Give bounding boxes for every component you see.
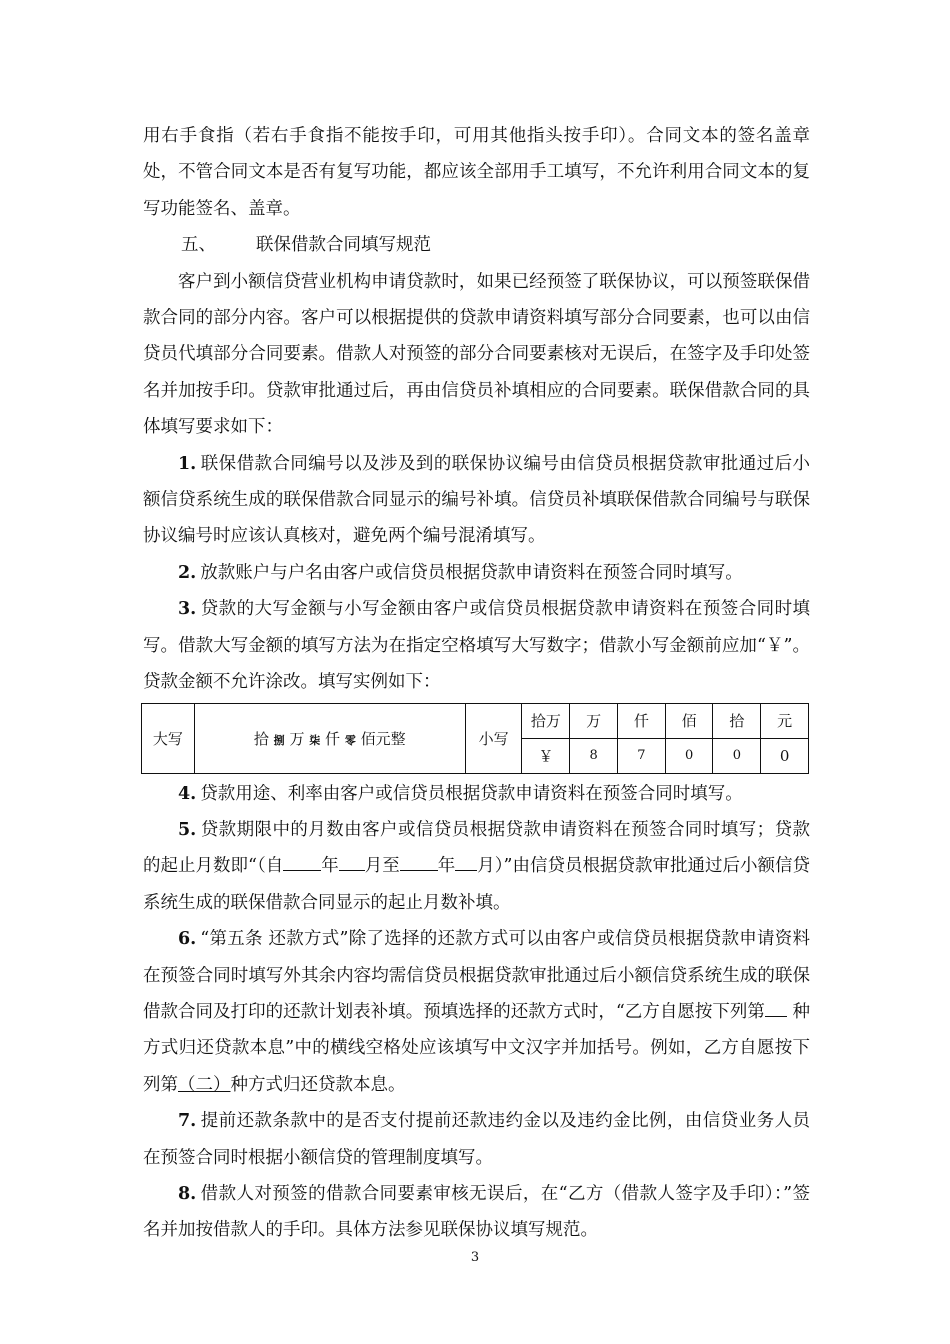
item-text: 贷款期限中的月数由客户或信贷员根据贷款申请资料在预签合同时填写；贷款的起止月数即“（自 — [143, 819, 810, 877]
daxie-amount — [194, 703, 465, 773]
paragraph-intro: 用右手食指（若右手食指不能按手印，可用其他指头按手印）。合同文本的签名盖章处，不管合同文本是否有复写功能，都应该全部用手工填写，不允许利用合同文本的复写功能签名、盖章。 — [143, 126, 810, 219]
item-1 — [143, 446, 810, 555]
digit-cell: 7 — [617, 738, 665, 773]
item-text: 提前还款条款中的是否支付提前还款违约金以及违约金比例，由信贷业务人员在预签合同时根据小额信贷的管理制度填写。 — [143, 1111, 810, 1168]
item-3 — [143, 591, 810, 700]
daxie-part: 万 — [289, 729, 305, 748]
blank-line — [283, 852, 321, 871]
item-number: 4. — [178, 783, 197, 804]
item-7 — [143, 1103, 810, 1176]
item-text: 贷款用途、利率由客户或信贷员根据贷款申请资料在预签合同时填写。 — [200, 783, 743, 804]
item-5 — [143, 812, 810, 921]
unit-cell: 万 — [570, 703, 618, 738]
item-4 — [143, 776, 810, 812]
section-title: 联保借款合同填写规范 — [256, 235, 431, 256]
item-6 — [143, 921, 810, 1103]
blank-line — [765, 998, 787, 1017]
daxie-label: 大写 — [142, 703, 195, 773]
item-text: “第五条 还款方式”除了选择的还款方式可以由客户或信贷员根据贷款申请资料在预签合同时填写外其余内容均需信贷员根据贷款审批通过后小额信贷系统生成的联保借款合同及打印的还款计划表补填。预填选择的还款方式时，“乙方自愿按下列第 — [143, 929, 810, 1022]
section-number: 五、 — [181, 235, 216, 256]
item-number: 2. — [178, 562, 197, 583]
item-number: 3. — [178, 599, 197, 620]
unit-cell: 元 — [761, 703, 809, 738]
item-text: 联保借款合同编号以及涉及到的联保协议编号由信贷员根据贷款审批通过后小额信贷系统生成的联保借款合同显示的编号补填。信贷员补填联保借款合同编号与联保协议编号时应该认真核对，避免两个编号混淆填写。 — [143, 453, 810, 547]
digit-cell: 0 — [665, 738, 713, 773]
daxie-part: 仟 — [325, 729, 341, 748]
page-number: 3 — [470, 1250, 480, 1265]
daxie-handwritten: 零 — [344, 733, 356, 747]
unit-cell: 佰 — [665, 703, 713, 738]
item-text: 年 — [321, 856, 339, 877]
item-number: 1. — [178, 453, 197, 474]
digit-cell: 8 — [570, 738, 618, 773]
digit-cell: 0 — [761, 738, 809, 773]
unit-cell: 拾 — [713, 703, 761, 738]
xiaoxie-label: 小写 — [465, 703, 522, 773]
item-text: 种方式归还贷款本息。 — [230, 1074, 406, 1095]
daxie-handwritten: 捌 — [273, 733, 285, 747]
item-text: 月至 — [364, 856, 400, 877]
item-text: 借款人对预签的借款合同要素审核无误后，在“乙方（借款人签字及手印）：”签名并加按借款人的手印。具体方法参见联保协议填写规范。 — [143, 1183, 810, 1241]
item-number: 6. — [178, 929, 197, 950]
item-text: 放款账户与户名由客户或信贷员根据贷款申请资料在预签合同时填写。 — [200, 562, 743, 583]
unit-cell: 拾万 — [522, 703, 570, 738]
item-text: 月）” — [477, 856, 513, 877]
daxie-part: 拾 — [253, 729, 269, 748]
blank-line — [339, 852, 365, 871]
item-8 — [143, 1176, 810, 1249]
blank-line — [455, 852, 477, 871]
digit-cell: ￥ — [522, 738, 570, 773]
section-heading — [143, 227, 810, 263]
daxie-part: 佰元整 — [360, 729, 406, 748]
digit-cell: 0 — [713, 738, 761, 773]
item-2 — [143, 555, 810, 591]
daxie-handwritten: 柒 — [309, 733, 321, 747]
unit-cell: 仟 — [617, 703, 665, 738]
item-number: 8. — [178, 1183, 197, 1204]
item-number: 5. — [178, 819, 197, 840]
item-text: 贷款的大写金额与小写金额由客户或信贷员根据贷款申请资料在预签合同时填写。借款大写金额的填写方法为在指定空格填写大写数字；借款小写金额前应加“￥”。贷款金额不允许涂改。填写实例如下： — [143, 599, 810, 693]
blank-line — [400, 852, 438, 871]
paragraph-section-intro: 客户到小额信贷营业机构申请贷款时，如果已经预签了联保协议，可以预签联保借款合同的部分内容。客户可以根据提供的贷款申请资料填写部分合同要素，也可以由信贷员代填部分合同要素。借款人对预签的部分合同要素核对无误后，在签字及手印处签名并加按手印。贷款审批通过后，再由信贷员补填相应的合同要素。联保借款合同的具体填写要求如下： — [143, 271, 810, 438]
document-body — [143, 118, 810, 1249]
item-text: 种方式归还贷款本息”中的横线空格处应该填写中文汉字并加括号。例如，乙方自愿按下列第 — [143, 1001, 810, 1095]
amount-example-table — [141, 703, 809, 774]
item-text: 年 — [437, 856, 456, 877]
example-fill: （二） — [178, 1074, 231, 1095]
item-text: 由信贷员根据贷款审批通过后小额信贷系统生成的联保借款合同显示的起止月数补填。 — [143, 856, 811, 913]
item-number: 7. — [178, 1111, 197, 1132]
